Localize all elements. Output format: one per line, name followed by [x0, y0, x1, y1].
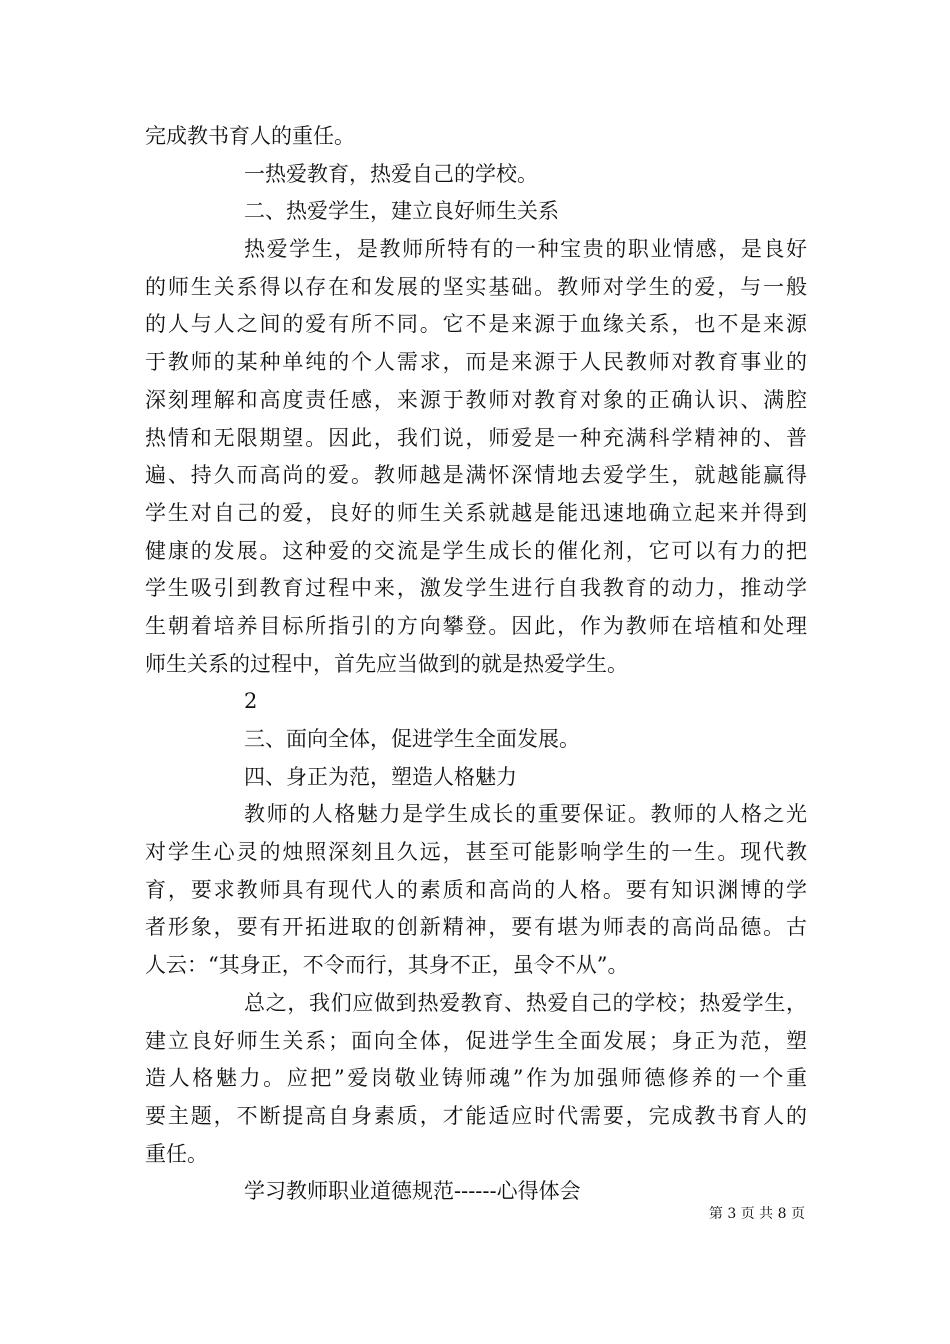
text-line: 二、热爱学生，建立良好师生关系: [244, 199, 559, 224]
text-line: 学生对自己的爱，良好的师生关系就越是能迅速地确立起来并得到: [145, 500, 807, 525]
text-line: 育，要求教师具有现代人的素质和高尚的人格。要有知识渊博的学: [145, 877, 807, 902]
text-line: 三、面向全体，促进学生全面发展。: [244, 727, 580, 751]
text-line: 要主题，不断提高自身素质，才能适应时代需要，完成教书育人的: [145, 1103, 807, 1128]
text-line: 对学生心灵的烛照深刻且久远，甚至可能影响学生的一生。现代教: [145, 840, 807, 865]
text-line: 学习教师职业道德规范------心得体会: [244, 1179, 581, 1204]
document-body: [145, 118, 807, 1211]
text-line: 健康的发展。这种爱的交流是学生成长的催化剂，它可以有力的把: [145, 538, 807, 563]
text-line: 人云：“其身正，不令而行，其身不正，虽令不从”。: [145, 953, 629, 978]
text-line: 造人格魅力。应把”爱岗敬业铸师魂”作为加强师德修养的一个重: [145, 1066, 807, 1091]
page-footer: 第 3 页 共 8 页: [708, 1206, 805, 1222]
text-line: 完成教书育人的重任。: [145, 124, 355, 148]
text-line: 的师生关系得以存在和发展的坚实基础。教师对学生的爱，与一般: [145, 274, 807, 299]
text-line: 深刻理解和高度责任感，来源于教师对教育对象的正确认识、满腔: [145, 387, 807, 412]
text-line: 四、身正为范，塑造人格魅力: [244, 764, 517, 789]
text-line: 总之，我们应做到热爱教育、热爱自己的学校；热爱学生，: [244, 990, 807, 1015]
text-line: 于教师的某种单纯的个人需求，而是来源于人民教师对教育事业的: [145, 350, 807, 375]
text-line: 生朝着培养目标所指引的方向攀登。因此，作为教师在培植和处理: [145, 613, 807, 638]
text-line: 2: [244, 689, 258, 714]
text-line: 的人与人之间的爱有所不同。它不是来源于血缘关系，也不是来源: [145, 312, 807, 337]
text-line: 者形象，要有开拓进取的创新精神，要有堪为师表的高尚品德。古: [145, 915, 807, 940]
text-line: 遍、持久而高尚的爱。教师越是满怀深情地去爱学生，就越能赢得: [145, 463, 807, 488]
text-line: 热情和无限期望。因此，我们说，师爱是一种充满科学精神的、普: [145, 425, 807, 450]
text-line: 教师的人格魅力是学生成长的重要保证。教师的人格之光: [244, 802, 807, 827]
text-line: 重任。: [145, 1141, 208, 1166]
text-line: 热爱学生，是教师所特有的一种宝贵的职业情感，是良好: [244, 237, 807, 262]
text-line: 一热爱教育，热爱自己的学校。: [244, 161, 538, 186]
text-line: 建立良好师生关系；面向全体，促进学生全面发展；身正为范，塑: [145, 1028, 807, 1053]
text-line: 师生关系的过程中，首先应当做到的就是热爱学生。: [145, 651, 628, 676]
text-line: 学生吸引到教育过程中来，激发学生进行自我教育的动力，推动学: [145, 576, 807, 601]
